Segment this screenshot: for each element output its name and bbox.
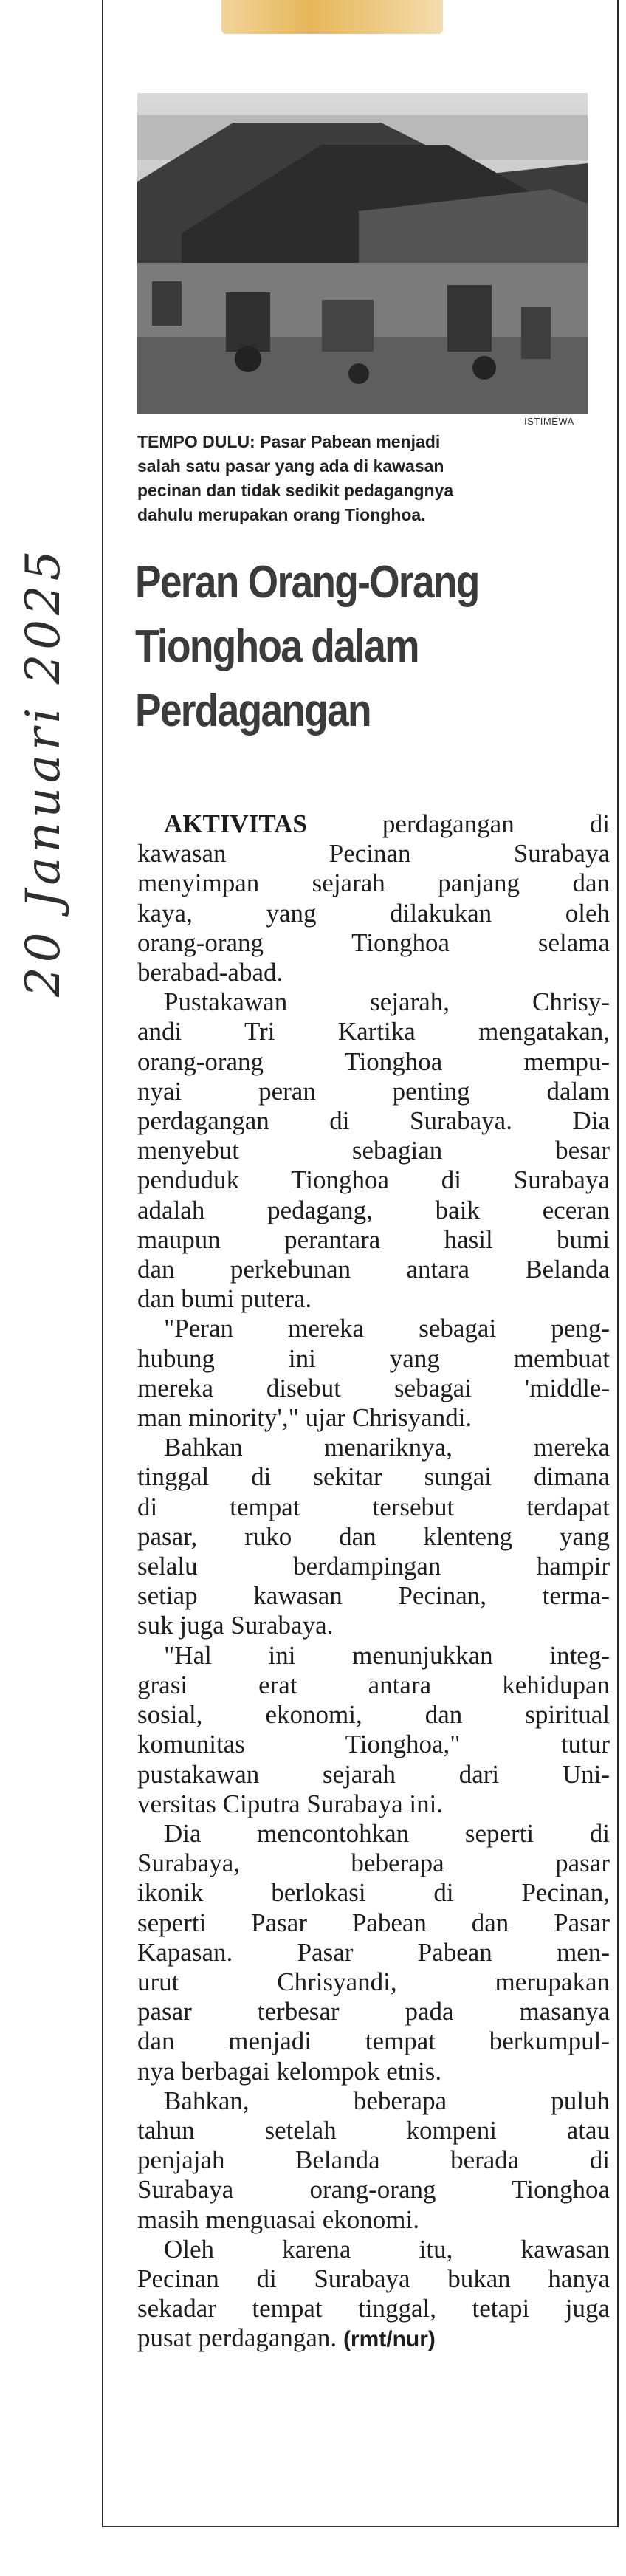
body-line: suk juga Surabaya.: [137, 1611, 334, 1640]
headline-line: Peran Orang-Orang: [135, 557, 479, 608]
article-body: [137, 809, 610, 2355]
caption-line: pecinan dan tidak sedikit pedagangnya: [137, 481, 454, 500]
column-rule-bottom: [102, 2526, 619, 2527]
body-line: man minority'," ujar Chrisyandi.: [137, 1403, 472, 1433]
body-line: Bahkan menariknya, mereka: [164, 1433, 610, 1462]
body-first-line: [137, 809, 610, 839]
body-line: di tempat tersebut terdapat: [137, 1492, 610, 1521]
body-line: Pustakawan sejarah, Chrisy-: [164, 987, 610, 1017]
body-line: komunitas Tionghoa," tutur: [137, 1730, 610, 1759]
body-line: "Hal ini menunjukkan integ-: [164, 1640, 610, 1670]
author-signature: (rmt/nur): [343, 2327, 436, 2352]
body-line: selalu berdampingan hampir: [137, 1552, 610, 1581]
lead-word: AKTIVITAS: [164, 809, 307, 838]
body-line: mereka disebut sebagai 'middle-: [137, 1373, 610, 1402]
body-line: setiap kawasan Pecinan, terma-: [137, 1581, 610, 1611]
body-line: tahun setelah kompeni atau: [137, 2115, 610, 2145]
body-line: nya berbagai kelompok etnis.: [137, 2056, 442, 2086]
historic-market-photo: [137, 93, 588, 414]
article-headline: [135, 550, 548, 743]
body-line: penjajah Belanda berada di: [137, 2145, 610, 2175]
body-line: Surabaya, beberapa pasar: [137, 1849, 610, 1878]
body-line: Pecinan di Surabaya bukan hanya: [137, 2264, 610, 2293]
body-line: seperti Pasar Pabean dan Pasar: [137, 1908, 610, 1937]
body-line: berabad-abad.: [137, 958, 283, 987]
headline-line: Perdagangan: [135, 685, 371, 736]
body-line: Oleh karena itu, kawasan: [164, 2234, 610, 2264]
body-line: hubung ini yang membuat: [137, 1343, 610, 1373]
first-line-rest: perdagangan di: [306, 809, 610, 838]
body-line: Surabaya orang-orang Tionghoa: [137, 2175, 610, 2205]
body-line: perdagangan di Surabaya. Dia: [137, 1106, 610, 1136]
body-line: Dia mencontohkan seperti di: [164, 1818, 610, 1848]
body-line: kawasan Pecinan Surabaya: [137, 839, 610, 869]
caption-line: dahulu merupakan orang Tionghoa.: [137, 505, 426, 524]
photo-credit: ISTIMEWA: [524, 416, 574, 427]
column-rule-left: [102, 0, 103, 2526]
handwritten-date: 20 Januari 2025: [16, 546, 71, 997]
body-line: penduduk Tionghoa di Surabaya: [137, 1165, 610, 1195]
caption-line: salah satu pasar yang ada di kawasan: [137, 456, 444, 476]
photo-caption: [137, 430, 610, 527]
body-line: nyai peran penting dalam: [137, 1076, 610, 1106]
body-line: pustakawan sejarah dari Uni-: [137, 1759, 610, 1789]
body-line: versitas Ciputra Surabaya ini.: [137, 1789, 444, 1818]
body-line: pasar terbesar pada masanya: [137, 1997, 610, 2027]
body-line: adalah pedagang, baik eceran: [137, 1195, 610, 1224]
body-line: orang-orang Tionghoa selama: [137, 928, 610, 957]
body-line: kaya, yang dilakukan oleh: [137, 898, 610, 928]
body-line: menyimpan sejarah panjang dan: [137, 869, 610, 898]
body-line: masih menguasai ekonomi.: [137, 2205, 420, 2234]
headline-line: Tionghoa dalam: [135, 621, 419, 672]
body-line: "Peran mereka sebagai peng-: [164, 1314, 610, 1343]
body-line: ikonik berlokasi di Pecinan,: [137, 1878, 610, 1908]
body-line: dan menjadi tempat berkumpul-: [137, 2027, 610, 2056]
body-line: menyebut sebagian besar: [137, 1136, 610, 1165]
body-line: pusat perdagangan. (rmt/nur): [137, 2323, 436, 2353]
body-line: urut Chrisyandi, merupakan: [137, 1967, 610, 1996]
body-line: maupun perantara hasil bumi: [137, 1224, 610, 1254]
body-line: dan bumi putera.: [137, 1284, 312, 1314]
caption-line: TEMPO DULU: Pasar Pabean menjadi: [137, 432, 441, 451]
body-line: dan perkebunan antara Belanda: [137, 1255, 610, 1284]
section-tag: [221, 0, 443, 34]
body-lines: [137, 839, 610, 2354]
body-line: grasi erat antara kehidupan: [137, 1670, 610, 1699]
body-line: tinggal di sekitar sungai dimana: [137, 1462, 610, 1492]
body-line: Kapasan. Pasar Pabean men-: [137, 1937, 610, 1967]
body-line: pasar, ruko dan klenteng yang: [137, 1521, 610, 1551]
body-line: orang-orang Tionghoa mempu-: [137, 1046, 610, 1076]
body-line: Bahkan, beberapa puluh: [164, 2086, 610, 2115]
body-line: sosial, ekonomi, dan spiritual: [137, 1700, 610, 1730]
body-line: andi Tri Kartika mengatakan,: [137, 1017, 610, 1046]
column-rule-right: [617, 0, 619, 2527]
body-line: sekadar tempat tinggal, tetapi juga: [137, 2294, 610, 2323]
